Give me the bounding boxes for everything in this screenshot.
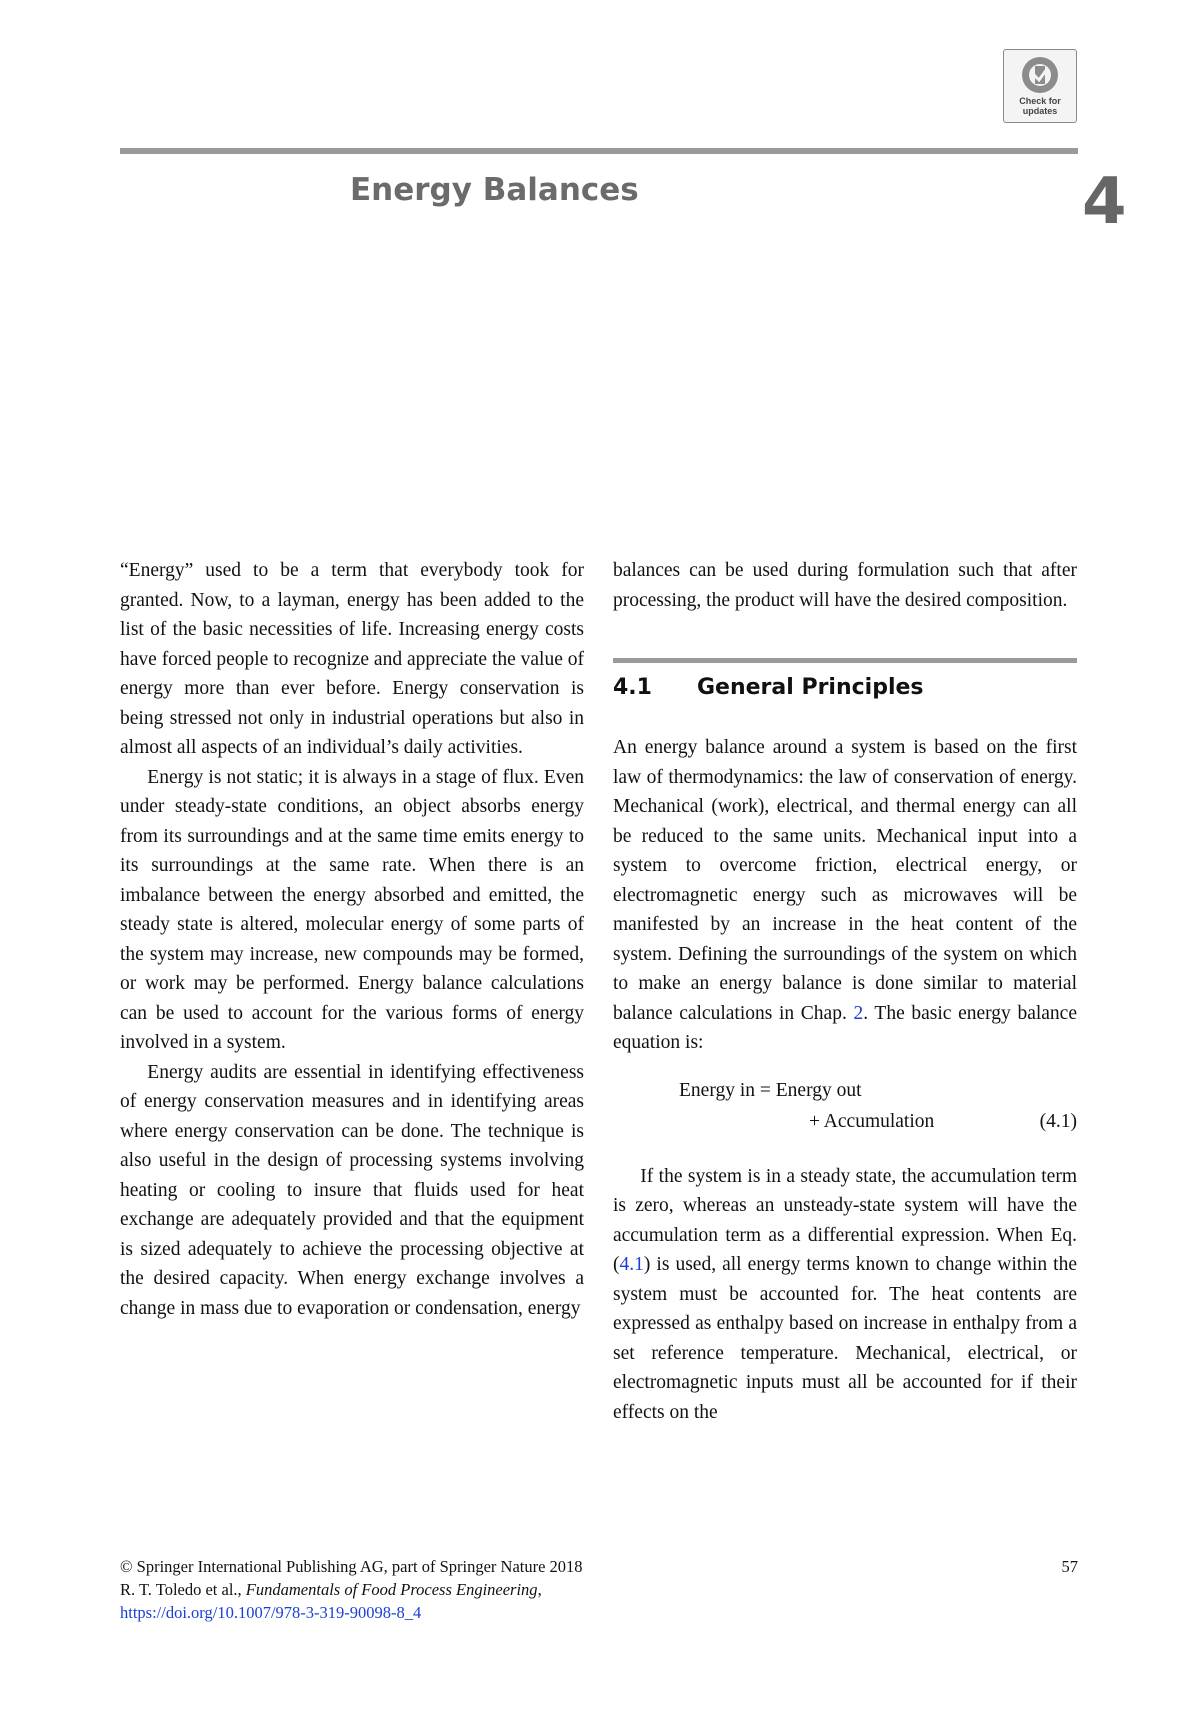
citation-authors: R. T. Toledo et al.,: [120, 1580, 246, 1599]
equation-line-2: + Accumulation: [809, 1110, 935, 1132]
chapter-title: Energy Balances: [350, 172, 639, 208]
chapter-number: 4: [1082, 165, 1127, 239]
equation-line-1: Energy in = Energy out: [679, 1079, 862, 1101]
equation-4-1: [613, 1076, 1077, 1138]
section-paragraph-2-text-end: ) is used, all energy terms known to change within the system must be accounted for. The heat contents are expressed as enthalpy based on increase in enthalpy from a set reference temperature. Mechanical, electrical, or electromagnetic inputs must all be accounted for if their effects on the: [613, 1254, 1077, 1423]
doi-link[interactable]: https://doi.org/10.1007/978-3-319-90098-8_4: [120, 1603, 422, 1622]
section-title: General Principles: [697, 675, 924, 700]
section-paragraph-1-text-end: . The basic energy balance equation is:: [613, 1002, 1077, 1053]
crossmark-icon: [1020, 55, 1060, 95]
equation-ref-link[interactable]: 4.1: [619, 1254, 644, 1275]
section-rule: [613, 658, 1077, 663]
chapter-top-rule: [120, 148, 1078, 154]
section-paragraph-1: [613, 733, 1077, 1058]
badge-label: Check for updates: [1019, 96, 1061, 116]
intro-paragraph-3-continued: balances can be used during formulation such that after processing, the product will have the desired composition.: [613, 560, 1077, 611]
left-column: [120, 556, 584, 1323]
intro-paragraph-3: Energy audits are essential in identifying effectiveness of energy conservation measures and in identifying areas where energy conservation can be done. The technique is also useful in the design of processing systems involving heating or cooling to insure that fluids used for heat exchange are adequately provided and that the equipment is sized adequately to achieve the processing objective at the desired capacity. When energy exchange involves a change in mass due to evaporation or condensation, energy: [120, 1061, 584, 1319]
equation-number: (4.1): [1039, 1110, 1077, 1132]
right-column: [613, 556, 1077, 1427]
citation-line: [120, 1578, 1078, 1601]
copyright-line: © Springer International Publishing AG, part of Springer Nature 2018: [120, 1557, 583, 1576]
page-number: 57: [1061, 1557, 1078, 1576]
check-for-updates-badge[interactable]: [1003, 49, 1077, 123]
section-paragraph-2-text: If the system is in a steady state, the accumulation term is zero, whereas an unsteady-state system will have the accumulation term as a differential expression. When Eq. (: [613, 1165, 1077, 1275]
citation-end: ,: [537, 1580, 542, 1599]
intro-paragraph-1: “Energy” used to be a term that everybody took for granted. Now, to a layman, energy has been added to the list of the basic necessities of life. Increasing energy costs have forced people to recognize and appreciate the value of energy more than ever before. Energy conservation is being stressed not only in industrial operations but also in almost all aspects of an individual’s daily activities.: [120, 560, 584, 758]
chapter-ref-link[interactable]: 2: [853, 1002, 864, 1024]
intro-paragraph-2: Energy is not static; it is always in a stage of flux. Even under steady-state conditions, an object absorbs energy from its surroundings and at the same time emits energy to its surroundings at the same rate. When there is an imbalance between the energy absorbed and emitted, the steady state is altered, molecular energy of some parts of the system may increase, new compounds may be formed, or work may be performed. Energy balance calculations can be used to account for the various forms of energy involved in a system.: [120, 766, 584, 1053]
section-paragraph-1-text: An energy balance around a system is based on the first law of thermodynamics: the law of conservation of energy. Mechanical (work), electrical, and thermal energy can all be reduced to the same units. Mechanical input into a system to overcome friction, electrical energy, or electromagnetic energy such as microwaves will be manifested by an increase in the heat content of the system. Defining the surroundings of the system on which to make an energy balance is done similar to material balance calculations in Chap.: [613, 737, 1077, 1024]
section-paragraph-2: [613, 1162, 1077, 1428]
section-number: 4.1: [613, 675, 652, 700]
citation-book-title: Fundamentals of Food Process Engineering: [245, 1580, 538, 1599]
page-footer: [120, 1555, 1078, 1624]
section-heading: [613, 673, 1077, 703]
